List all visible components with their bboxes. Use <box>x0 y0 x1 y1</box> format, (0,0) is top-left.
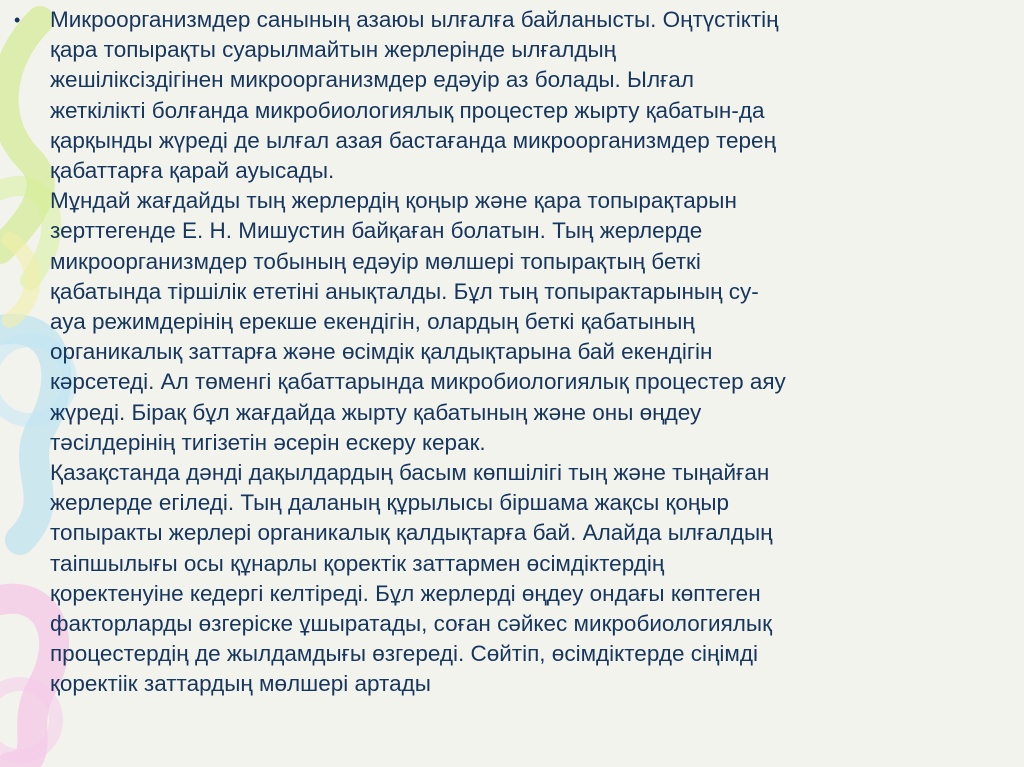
paragraph-kazakhstan-crops: Қазақстанда дәнді дақылдардың басым көпшілігі тың және тыңайған жерлерде егіледі. Тың даланың құрылысы біршама жақсы қоңыр топыракты жерлері органикалық қалдықтарға бай. Алайда ылғалдың таіпшылығы осы құнарлы қоректік заттармен өсімдіктердің қоректенуіне кедергі келтіреді. Бұл жерлерді өңдеу ондағы көптеген факторларды өзгеріске ұшыратады, соған сәйкес микробиологиялық процестердің де жылдамдығы өзгереді. Сөйтіп, өсімдіктерде сіңімді қоректіік заттардың мөлшері артады <box>50 460 773 697</box>
bullet-text-block <box>50 5 1010 700</box>
paragraph-virgin-lands-research: Мұндай жағдайды тың жерлердің қоңыр және қара топырақтарын зерттегенде Е. Н. Мишустин байқаған болатын. Тың жерлерде микроорганизмдер тобының едәуір мөлшері топырақтың беткі қабатында тіршілік ететіні анықталды. Бұл тың топырактарының су- ауа режимдерінің ерекше екендігін, олардың беткі қабатының органикалық заттарға және өсімдік қалдықтарына бай екендігін кәрсетеді. Ал төменгі қабаттарында микробиологиялық процестер аяу жүреді. Бірақ бұл жағдайда жырту қабатының және оны өңдеу тәсілдерінің тигізетін әсерін ескеру керак. <box>50 188 786 455</box>
bullet-point-icon: • <box>14 10 21 30</box>
slide-content <box>12 5 1012 700</box>
paragraph-soil-moisture: Микроорганизмдер санының азаюы ылғалға байланысты. Оңтүстіктің қара топырақты суарылмайтын жерлерінде ылғалдың жешіліксіздігінен микроорганизмдер едәуір аз болады. Ылғал жеткілікті болғанда микробиологиялық процестер жырту қабатын-да қарқынды жүреді де ылғал азая бастағанда микроорганизмдер терең қабаттарға қарай ауысады. <box>50 7 779 184</box>
bullet-item <box>12 5 1012 700</box>
